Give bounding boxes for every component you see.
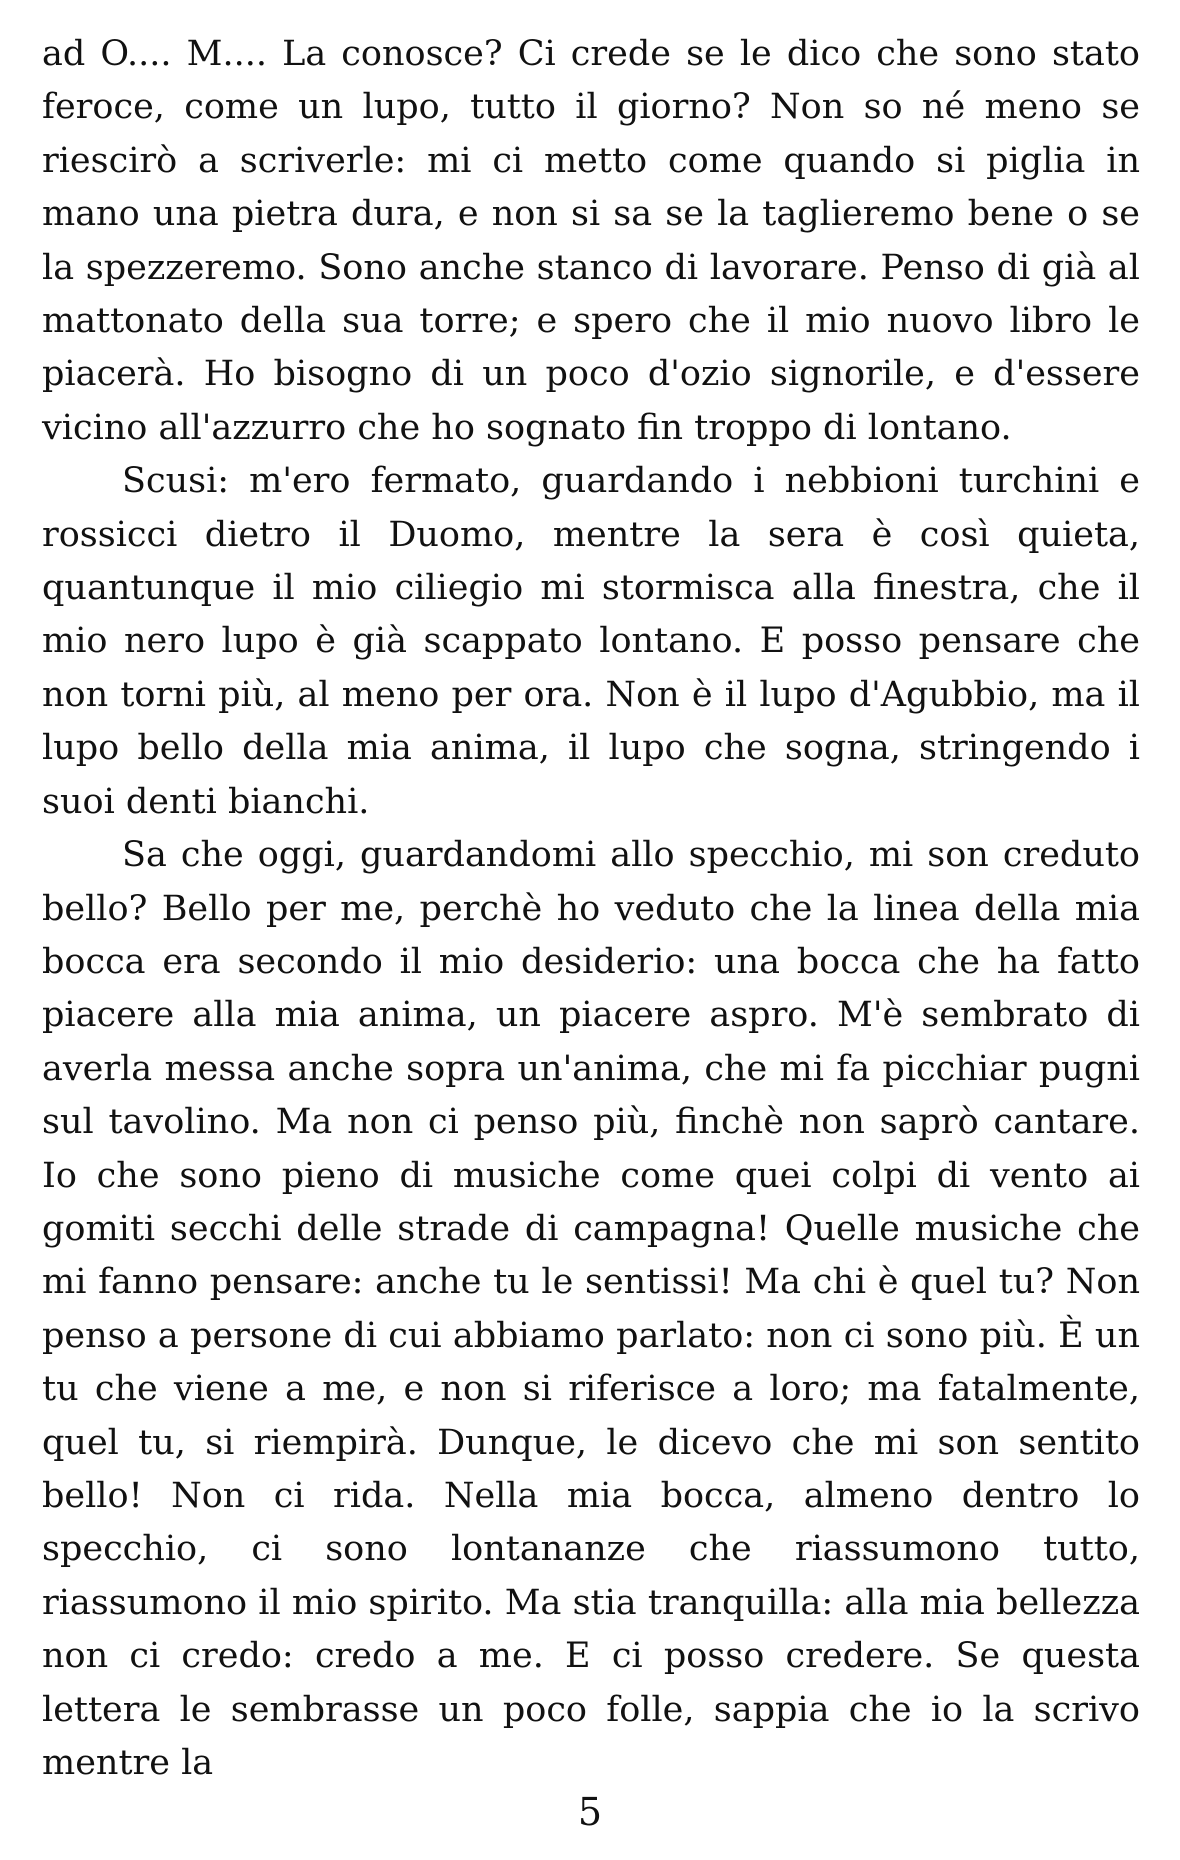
paragraph-continuation: ad O.... M.... La conosce? Ci crede se le dico che sono stato feroce, come un lupo, tutto il giorno? Non so né meno se riescirò a scriverle: mi ci metto come quando si piglia in mano una pietra dura, e non si sa se la taglieremo bene o se la spezzeremo. Sono anche stanco di lavorare. Penso di già al mattonato della sua torre; e spero che il mio nuovo libro le piacerà. Ho bisogno di un poco d'ozio signorile, e d'essere vicino all'azzurro che ho sognato fin troppo di lontano. <box>42 34 1140 448</box>
paragraph-specchio: Sa che oggi, guardandomi allo specchio, mi son creduto bello? Bello per me, perchè ho veduto che la linea della mia bocca era secondo il mio desiderio: una bocca che ha fatto piacere alla mia anima, un piacere aspro. M'è sembrato di averla messa anche sopra un'anima, che mi fa picchiar pugni sul tavolino. Ma non ci penso più, finchè non saprò cantare. Io che sono pieno di musiche come quei colpi di vento ai gomiti secchi delle strade di campagna! Quelle musiche che mi fanno pensare: anche tu le sentissi! Ma chi è quel tu? Non penso a persone di cui abbiamo parlato: non ci sono più. È un tu che viene a me, e non si riferisce a loro; ma fatalmente, quel tu, si riempirà. Dunque, le dicevo che mi son sentito bello! Non ci rida. Nella mia bocca, almeno dentro lo specchio, ci sono lontananze che riassumono tutto, riassumono il mio spirito. Ma stia tranquilla: alla mia bellezza non ci credo: credo a me. E ci posso credere. Se questa lettera le sembrasse un poco folle, sappia che io la scrivo mentre la <box>42 835 1140 1783</box>
body-text <box>42 28 1140 1790</box>
paragraph-scusi: Scusi: m'ero fermato, guardando i nebbioni turchini e rossicci dietro il Duomo, mentre la sera è così quieta, quantunque il mio ciliegio mi stormisca alla finestra, che il mio nero lupo è già scappato lontano. E posso pensare che non torni più, al meno per ora. Non è il lupo d'Agubbio, ma il lupo bello della mia anima, il lupo che sogna, stringendo i suoi denti bianchi. <box>42 461 1140 822</box>
page-number: 5 <box>577 1790 603 1834</box>
